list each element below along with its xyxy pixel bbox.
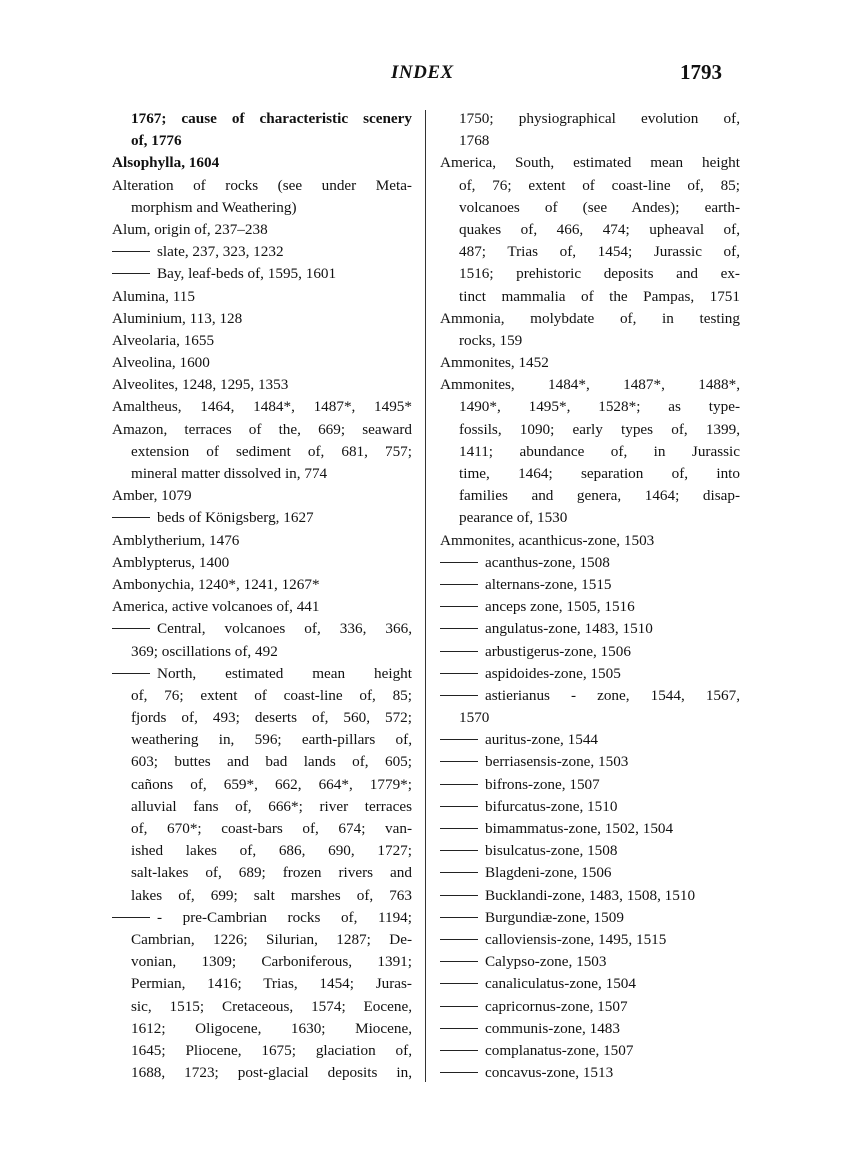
index-entry-text: ished lakes of, 686, 690, 1727; (131, 842, 412, 860)
index-line (112, 108, 412, 130)
index-entry-text: 1750; physiographical evolution of, (459, 110, 740, 127)
index-line (112, 441, 412, 463)
index-line (440, 1040, 740, 1062)
index-line (112, 951, 412, 973)
index-entry-text: America, active volcanoes of, 441 (112, 598, 320, 616)
index-entry-text: Central, volcanoes of, 336, 366, (157, 620, 412, 638)
page-number: 1793 (680, 60, 722, 84)
index-entry-text: of, 76; extent of coast-line of, 85; (131, 686, 412, 704)
index-entry-text: berriasensis-zone, 1503 (485, 753, 629, 771)
index-entry-text: alternans-zone, 1515 (485, 575, 612, 593)
index-line (440, 463, 740, 485)
index-line (112, 574, 412, 596)
index-line (112, 796, 412, 818)
index-line (440, 751, 740, 773)
index-entry-text: 1767; cause of characteristic scenery (131, 110, 412, 127)
index-entry-text: pearance of, 1530 (459, 509, 568, 527)
index-entry-text: cañons of, 659*, 662, 664*, 1779*; (131, 775, 412, 793)
index-line (112, 685, 412, 707)
index-entry-text: arbustigerus-zone, 1506 (485, 642, 631, 660)
index-line (440, 108, 740, 130)
index-entry-text: Cambrian, 1226; Silurian, 1287; De- (131, 930, 412, 948)
index-line (440, 374, 740, 396)
index-line (440, 485, 740, 507)
index-entry-text: astierianus - zone, 1544, 1567, (485, 686, 740, 704)
index-entry-text: time, 1464; separation of, into (459, 465, 740, 482)
index-line (440, 241, 740, 263)
index-line (112, 862, 412, 884)
ditto-dash (440, 1050, 478, 1051)
index-line (440, 130, 740, 152)
index-entry-text: Ammonia, molybdate of, in testing (440, 309, 740, 327)
ditto-dash (440, 606, 478, 607)
index-entry-text: Amblytherium, 1476 (112, 531, 240, 549)
index-line (112, 729, 412, 751)
index-line (440, 330, 740, 352)
index-entry-text: Permian, 1416; Trias, 1454; Juras- (131, 975, 412, 993)
index-entry-text: Alum, origin of, 237–238 (112, 220, 268, 238)
index-line (112, 751, 412, 773)
index-line (112, 130, 412, 152)
index-entry-text: Alveolites, 1248, 1295, 1353 (112, 376, 289, 394)
index-line (112, 241, 412, 263)
index-line (440, 996, 740, 1018)
index-entry-text: Burgundiæ-zone, 1509 (485, 908, 624, 926)
index-entry-text: Aluminium, 113, 128 (112, 309, 243, 327)
index-entry-text: Bay, leaf-beds of, 1595, 1601 (157, 265, 337, 283)
index-line (112, 263, 412, 285)
index-line (440, 907, 740, 929)
ditto-dash (440, 651, 478, 652)
index-entry-text: acanthus-zone, 1508 (485, 553, 610, 571)
index-line (440, 618, 740, 640)
index-entry-text: 1490*, 1495*, 1528*; as type- (459, 398, 740, 416)
index-entry-text: Ammonites, 1484*, 1487*, 1488*, (440, 376, 740, 394)
index-column-right (440, 108, 740, 1084)
index-line (440, 507, 740, 529)
index-entry-text: of, 1776 (131, 132, 182, 150)
ditto-dash (440, 917, 478, 918)
index-entry-text: angulatus-zone, 1483, 1510 (485, 620, 653, 638)
index-line (440, 441, 740, 463)
index-entry-text: of, 76; extent of coast-line of, 85; (459, 176, 740, 194)
index-entry-text: salt-lakes of, 689; frozen rivers and (131, 864, 412, 882)
ditto-dash (440, 784, 478, 785)
index-line (112, 463, 412, 485)
index-line (440, 552, 740, 574)
ditto-dash (112, 273, 150, 274)
ditto-dash (440, 1072, 478, 1073)
index-entry-text: Ambonychia, 1240*, 1241, 1267* (112, 575, 320, 593)
index-entry-text: North, estimated mean height (157, 664, 412, 682)
index-line (440, 1062, 740, 1084)
index-entry-text: auritus-zone, 1544 (485, 731, 599, 749)
index-entry-text: rocks, 159 (459, 331, 523, 349)
index-line (112, 552, 412, 574)
index-line (440, 1018, 740, 1040)
index-line (440, 729, 740, 751)
index-entry-text: concavus-zone, 1513 (485, 1064, 614, 1082)
ditto-dash (440, 673, 478, 674)
index-line (112, 152, 412, 174)
index-entry-text: weathering in, 596; earth-pillars of, (131, 731, 412, 749)
index-line (440, 263, 740, 285)
ditto-dash (440, 562, 478, 563)
index-line (112, 996, 412, 1018)
index-line (112, 840, 412, 862)
index-line (112, 330, 412, 352)
index-entry-text: 1768 (459, 132, 490, 150)
index-line (440, 862, 740, 884)
index-entry-text: 369; oscillations of, 492 (131, 642, 278, 660)
index-line (440, 685, 740, 707)
index-line (440, 951, 740, 973)
index-line (112, 596, 412, 618)
index-entry-text: Alveolaria, 1655 (112, 331, 215, 349)
ditto-dash (440, 584, 478, 585)
ditto-dash (112, 673, 150, 674)
index-entry-text: Amblypterus, 1400 (112, 553, 230, 571)
ditto-dash (440, 895, 478, 896)
index-entry-text: 1570 (459, 709, 490, 727)
index-entry-text: Ammonites, acanthicus-zone, 1503 (440, 531, 655, 549)
index-line (112, 1040, 412, 1062)
index-line (112, 1062, 412, 1084)
ditto-dash (112, 628, 150, 629)
index-line (440, 840, 740, 862)
index-line (112, 485, 412, 507)
index-entry-text: Calypso-zone, 1503 (485, 953, 607, 971)
index-line (440, 973, 740, 995)
ditto-dash (440, 872, 478, 873)
index-line (440, 152, 740, 174)
index-line (440, 796, 740, 818)
index-entry-text: 603; buttes and bad lands of, 605; (131, 753, 412, 771)
index-line (112, 419, 412, 441)
index-line (440, 219, 740, 241)
ditto-dash (440, 939, 478, 940)
index-entry-text: 1645; Pliocene, 1675; glaciation of, (131, 1041, 412, 1059)
page-header (0, 60, 850, 90)
index-line (440, 885, 740, 907)
index-entry-text: America, South, estimated mean height (440, 154, 740, 172)
index-entry-text: Alveolina, 1600 (112, 354, 210, 372)
index-line (440, 663, 740, 685)
index-line (440, 929, 740, 951)
ditto-dash (440, 739, 478, 740)
index-line (112, 308, 412, 330)
index-entry-text: Blagdeni-zone, 1506 (485, 864, 612, 882)
ditto-dash (112, 517, 150, 518)
index-line (440, 596, 740, 618)
index-line (440, 308, 740, 330)
index-entry-text: alluvial fans of, 666*; river terraces (131, 797, 412, 815)
index-column-left (112, 108, 412, 1084)
index-entry-text: families and genera, 1464; disap- (459, 487, 740, 505)
index-line (112, 219, 412, 241)
index-entry-text: sic, 1515; Cretaceous, 1574; Eocene, (131, 997, 412, 1015)
index-entry-text: Alumina, 115 (112, 287, 195, 305)
index-line (440, 574, 740, 596)
index-line (112, 641, 412, 663)
index-entry-text: Amber, 1079 (112, 487, 192, 505)
index-line (440, 286, 740, 308)
index-entry-text: aspidoides-zone, 1505 (485, 664, 621, 682)
index-entry-text: 487; Trias of, 1454; Jurassic of, (459, 243, 740, 261)
index-line (112, 973, 412, 995)
index-entry-text: canaliculatus-zone, 1504 (485, 975, 636, 993)
index-entry-text: bimammatus-zone, 1502, 1504 (485, 820, 674, 837)
index-entry-text: of, 670*; coast-bars of, 674; van- (131, 820, 412, 837)
ditto-dash (440, 806, 478, 807)
ditto-dash (440, 961, 478, 962)
index-line (440, 774, 740, 796)
index-line (112, 774, 412, 796)
index-line (440, 175, 740, 197)
index-line (440, 641, 740, 663)
ditto-dash (112, 917, 150, 918)
index-line (112, 618, 412, 640)
index-entry-text: Bucklandi-zone, 1483, 1508, 1510 (485, 886, 696, 904)
index-line (112, 929, 412, 951)
index-line (440, 419, 740, 441)
index-line (112, 374, 412, 396)
index-entry-text: vonian, 1309; Carboniferous, 1391; (131, 953, 412, 971)
index-entry-text: Alsophylla, 1604 (112, 154, 220, 172)
index-entry-text: 1688, 1723; post-glacial deposits in, (131, 1064, 412, 1082)
index-entry-text: quakes of, 466, 474; upheaval of, (459, 220, 740, 238)
index-entry-text: slate, 237, 323, 1232 (157, 243, 284, 261)
index-line (112, 286, 412, 308)
index-entry-text: 1411; abundance of, in Jurassic (459, 442, 740, 460)
index-entry-text: communis-zone, 1483 (485, 1019, 620, 1037)
index-entry-text: anceps zone, 1505, 1516 (485, 598, 635, 616)
ditto-dash (440, 1028, 478, 1029)
index-entry-text: volcanoes of (see Andes); earth- (459, 198, 740, 216)
index-entry-text: 1612; Oligocene, 1630; Miocene, (131, 1019, 412, 1037)
index-line (112, 818, 412, 840)
index-line (112, 530, 412, 552)
ditto-dash (440, 628, 478, 629)
index-line (112, 1018, 412, 1040)
index-entry-text: calloviensis-zone, 1495, 1515 (485, 930, 667, 948)
index-entry-text: morphism and Weathering) (131, 198, 297, 216)
ditto-dash (112, 251, 150, 252)
ditto-dash (440, 1006, 478, 1007)
index-entry-text: 1516; prehistoric deposits and ex- (459, 265, 740, 283)
ditto-dash (440, 695, 478, 696)
index-entry-text: capricornus-zone, 1507 (485, 997, 628, 1015)
index-line (112, 175, 412, 197)
index-entry-text: mineral matter dissolved in, 774 (131, 465, 328, 482)
index-entry-text: bifrons-zone, 1507 (485, 775, 600, 793)
ditto-dash (440, 850, 478, 851)
index-line (440, 818, 740, 840)
index-entry-text: complanatus-zone, 1507 (485, 1041, 634, 1059)
index-entry-text: extension of sediment of, 681, 757; (131, 442, 412, 460)
index-line (440, 197, 740, 219)
index-entry-text: lakes of, 699; salt marshes of, 763 (131, 886, 412, 904)
index-entry-text: fjords of, 493; deserts of, 560, 572; (131, 709, 412, 727)
index-entry-text: - pre-Cambrian rocks of, 1194; (157, 908, 412, 926)
index-line (112, 507, 412, 529)
index-line (440, 530, 740, 552)
index-entry-text: Amazon, terraces of the, 669; seaward (112, 420, 412, 438)
ditto-dash (440, 828, 478, 829)
index-line (112, 885, 412, 907)
index-entry-text: Alteration of rocks (see under Meta- (112, 176, 412, 194)
index-line (112, 352, 412, 374)
index-line (112, 663, 412, 685)
index-entry-text: tinct mammalia of the Pampas, 1751 (459, 287, 740, 305)
running-title: INDEX (391, 62, 454, 83)
ditto-dash (440, 983, 478, 984)
index-line (440, 352, 740, 374)
index-line (112, 707, 412, 729)
ditto-dash (440, 761, 478, 762)
index-entry-text: Amaltheus, 1464, 1484*, 1487*, 1495* (112, 398, 412, 416)
index-entry-text: Ammonites, 1452 (440, 354, 549, 372)
index-line (440, 396, 740, 418)
index-line (112, 197, 412, 219)
index-entry-text: bisulcatus-zone, 1508 (485, 842, 618, 860)
index-entry-text: bifurcatus-zone, 1510 (485, 797, 618, 815)
column-divider (425, 110, 426, 1082)
index-line (440, 707, 740, 729)
index-line (112, 396, 412, 418)
index-entry-text: beds of Königsberg, 1627 (157, 509, 314, 527)
index-line (112, 907, 412, 929)
index-entry-text: fossils, 1090; early types of, 1399, (459, 420, 740, 438)
